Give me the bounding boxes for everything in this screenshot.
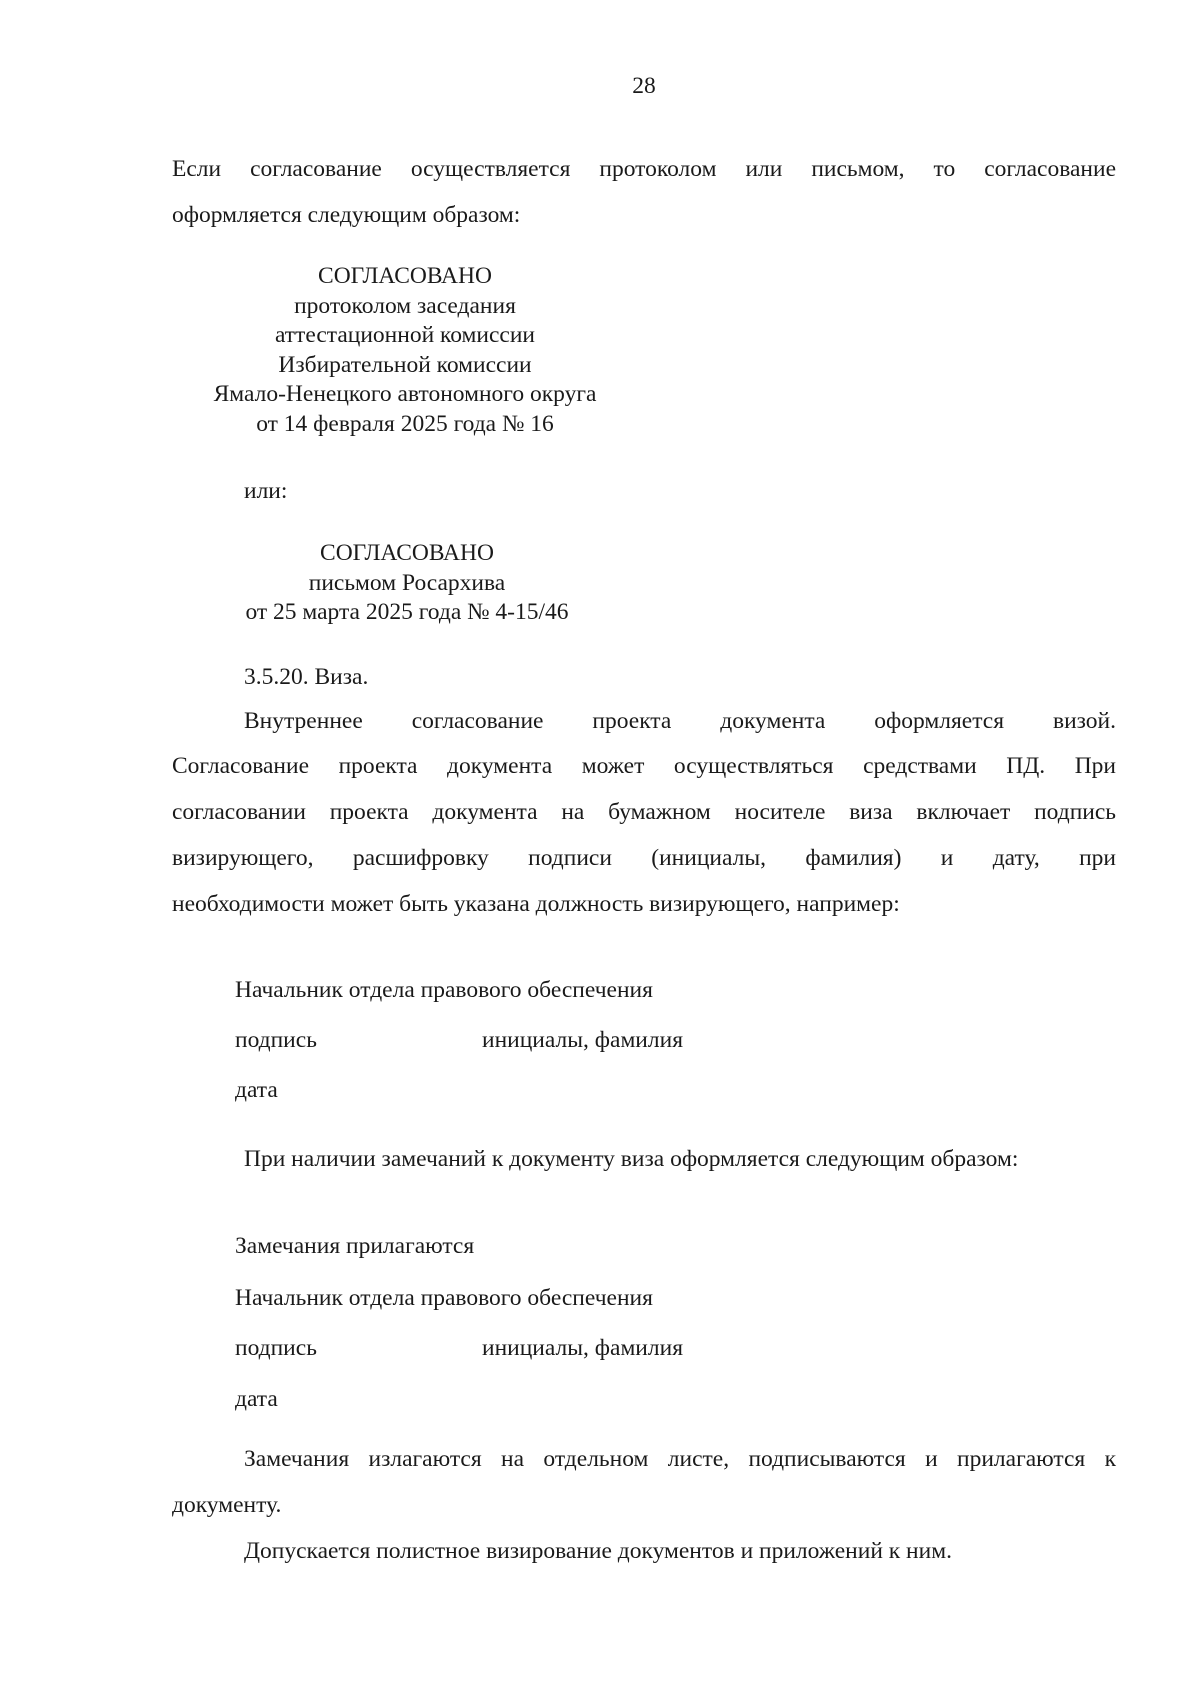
remarks-note: Замечания прилагаются (235, 1233, 475, 1259)
stamp-line: от 25 марта 2025 года № 4-15/46 (245, 599, 569, 626)
stamp-line: аттестационной комиссии (274, 322, 536, 349)
visa-paragraph-line-5: необходимости может быть указана должность визирующего, например: (172, 891, 900, 917)
remarks-example-name: инициалы, фамилия (482, 1335, 684, 1361)
visa-example-signature: подпись (235, 1027, 317, 1053)
visa-paragraph-line-4: визирующего, расшифровку подписи (инициалы, фамилия) и дату, при (172, 845, 1116, 871)
closing-line-3: Допускается полистное визирование документов и приложений к ним. (244, 1538, 952, 1564)
stamp-line: Избирательной комиссии (278, 351, 532, 378)
page-number: 28 (632, 73, 656, 99)
stamp-line: Ямало-Ненецкого автономного округа (213, 381, 597, 408)
closing-line-1: Замечания излагаются на отдельном листе, подписываются и прилагаются к (244, 1446, 1116, 1472)
section-heading: 3.5.20. Виза. (244, 664, 369, 690)
visa-paragraph-line-3: согласовании проекта документа на бумажном носителе виза включает подпись (172, 799, 1116, 825)
approval-stamp-letter (220, 539, 594, 628)
stamp-title: СОГЛАСОВАНО (318, 263, 492, 289)
closing-line-2: документу. (172, 1492, 282, 1518)
visa-paragraph-line-1: Внутреннее согласование проекта документа оформляется визой. (244, 708, 1116, 734)
stamp-title: СОГЛАСОВАНО (320, 540, 494, 566)
or-text: или: (244, 478, 288, 504)
intro-line-2: оформляется следующим образом: (172, 202, 521, 228)
approval-stamp-protocol (172, 262, 638, 440)
remarks-example-position: Начальник отдела правового обеспечения (235, 1285, 653, 1311)
intro-line-1: Если согласование осуществляется протоколом или письмом, то согласование (172, 156, 1116, 182)
visa-example-position: Начальник отдела правового обеспечения (235, 977, 653, 1003)
visa-example-name: инициалы, фамилия (482, 1027, 684, 1053)
stamp-line: от 14 февраля 2025 года № 16 (256, 411, 554, 438)
visa-example-date: дата (235, 1077, 278, 1103)
remarks-example-date: дата (235, 1386, 278, 1412)
stamp-line: протоколом заседания (294, 292, 516, 319)
remarks-intro: При наличии замечаний к документу виза оформляется следующим образом: (244, 1146, 1019, 1172)
stamp-line: письмом Росархива (308, 569, 506, 596)
visa-paragraph-line-2: Согласование проекта документа может осуществляться средствами ПД. При (172, 753, 1116, 779)
remarks-example-signature: подпись (235, 1335, 317, 1361)
